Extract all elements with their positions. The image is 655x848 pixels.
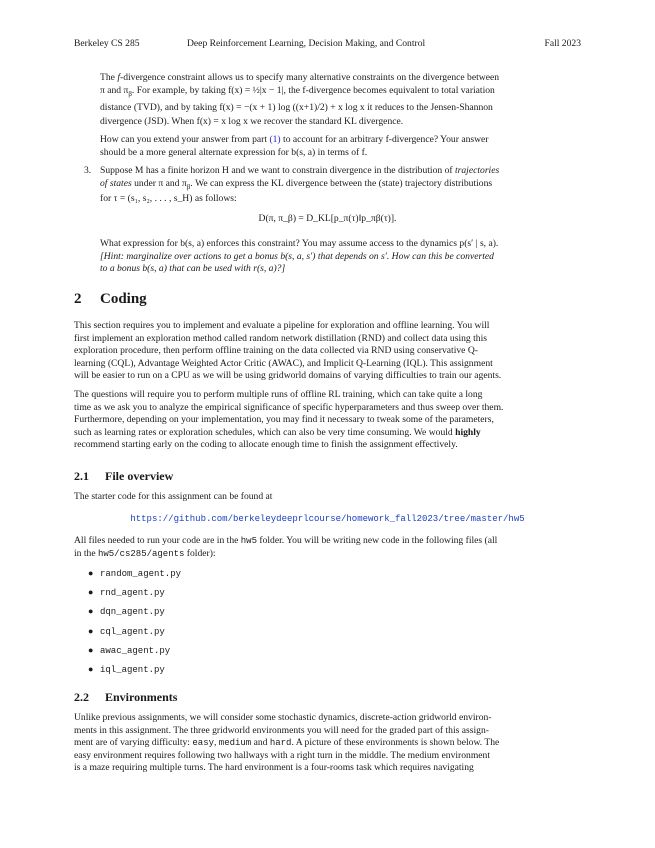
bullet-icon: ● [88, 587, 94, 597]
file-name: rnd_agent.py [100, 588, 165, 598]
hw5-folder-code: hw5 [240, 536, 257, 546]
starter-code-intro: The starter code for this assignment can be found at [74, 491, 273, 502]
bullet-icon: ● [88, 645, 94, 655]
env-line-3b: and [251, 737, 270, 749]
f-divergence-paragraph [100, 72, 582, 128]
section-2-1-number: 2.1 [74, 469, 89, 483]
env-line-5: is a maze requiring multiple turns. The hard environment is a four-rooms task which requires navigating [74, 762, 474, 774]
file-name: random_agent.py [100, 569, 182, 579]
section-2-2-title: Environments [105, 690, 178, 704]
environments-paragraph [74, 712, 581, 775]
file-name: dqn_agent.py [100, 607, 165, 617]
file-name: iql_agent.py [100, 665, 165, 675]
bullet-icon: ● [88, 606, 94, 616]
header-term: Fall 2023 [544, 38, 581, 49]
enum-label-3: 3. [84, 165, 92, 176]
s2p2-line-2: time as we ask you to analyze the empirical significance of specific hyperparameters and thus sweep over them. [74, 401, 504, 413]
fdiv-text-1b: -divergence constraint allows us to specify many alternative constraints on the divergence between [120, 72, 500, 83]
starter-code-url-wrap [74, 513, 581, 526]
starter-code-url-link[interactable]: https://github.com/berkeleydeeprlcourse/homework_fall2023/tree/master/hw5 [130, 514, 525, 524]
env-line-2: ments in this assignment. The three gridworld environments you will need for the graded part of this assign- [74, 724, 489, 736]
section-2-1-title: File overview [105, 469, 174, 483]
item3-hint-line-1: [Hint: marginalize over actions to get a bonus b(s, a, s′) that depends on s′. How can this be converted [100, 250, 494, 262]
s2p2-line-1: The questions will require you to perform multiple runs of offline RL training, which can take quite a long [74, 389, 483, 400]
item3-line-3: for τ = (s₁, s₂, . . . , s_H) as follows: [100, 193, 237, 205]
s2p2-line-4: such as learning rates or exploration schedules, which can also be very time consuming. We would [74, 426, 456, 438]
fdiv-f-symbol: f [117, 72, 120, 83]
file-name: cql_agent.py [100, 627, 165, 637]
part-1-reference-link[interactable]: (1) [269, 134, 281, 145]
section-2-2-heading [74, 691, 177, 704]
item3-beta-sub: β [186, 182, 191, 191]
s2p2-line-5: recommend starting early on the coding to allocate enough time to finish the assignment effectively. [74, 439, 458, 451]
section-2-2-number: 2.2 [74, 690, 89, 704]
item3-trajectories: trajectories [454, 165, 500, 176]
file-list-item [88, 625, 165, 639]
files-text-b: folder. You will be writing new code in the following files (all [256, 535, 498, 546]
env-line-3a: ment are of varying difficulty: [74, 737, 193, 749]
fdiv-beta-sub: β [128, 89, 132, 98]
section-2-paragraph-2 [74, 389, 581, 452]
item3-text-2c: . We can express the KL divergence between the (state) trajectory distributions [190, 177, 493, 189]
item3-question-line: What expression for b(s, a) enforces this constraint? You may assume access to the dynamics p(s′ | s, a). [100, 238, 499, 249]
fdiv-text-2b: . For example, by taking f(x) = ½|x − 1|, the f-divergence becomes equivalent to total variation [131, 84, 495, 96]
env-separator: , [214, 737, 219, 749]
header-title: Deep Reinforcement Learning, Decision Making, and Control [187, 38, 426, 49]
files-text-a: All files needed to run your code are in the [74, 535, 241, 546]
section-2-heading [74, 293, 147, 306]
bullet-icon: ● [88, 568, 94, 578]
item-3-question [100, 238, 582, 276]
section-2-paragraph-1 [74, 320, 581, 383]
files-paragraph [74, 535, 581, 560]
env-hard-code: hard [269, 738, 292, 749]
section-2-title: Coding [100, 291, 147, 307]
file-list-item [88, 586, 165, 600]
env-easy-code: easy [192, 738, 214, 749]
item3-text-2b: under π and π [131, 177, 187, 189]
header-course: Berkeley CS 285 [74, 38, 140, 49]
running-header [74, 38, 581, 52]
env-line-1: Unlike previous assignments, we will consider some stochastic dynamics, discrete-action gridworld environ- [74, 712, 492, 723]
section-2-number: 2 [74, 291, 82, 307]
s2p1-line-2: first implement an exploration method called random network distillation (RND) and collect data using this [74, 332, 487, 344]
bullet-icon: ● [88, 664, 94, 674]
item-3-paragraph [100, 165, 582, 206]
fdiv-line-4: divergence (JSD). When f(x) = x log x we recover the standard KL divergence. [100, 115, 404, 127]
extend-line-2: should be a more general alternate expression for b(s, a) in terms of f. [100, 146, 368, 158]
kl-trajectory-equation: D(π, π_β) = D_KL[p_π(τ)‖p_πβ(τ)]. [258, 213, 397, 224]
item3-text-1a: Suppose M has a finite horizon H and we want to constrain divergence in the distribution of [100, 165, 455, 176]
section-2-1-heading [74, 470, 173, 483]
fdiv-text-2: π and π [100, 84, 129, 96]
s2p1-line-5: will be easier to run on a CPU as we will be using gridworld domains of varying difficulties to train our agents. [74, 370, 502, 382]
file-list-item [88, 644, 170, 658]
env-line-4: easy environment requires following two hallways with a right turn in the middle. The medium environment [74, 749, 490, 761]
extend-text-1a: How can you extend your answer from part [100, 134, 270, 145]
file-list-item [88, 567, 181, 581]
bullet-icon: ● [88, 626, 94, 636]
agents-folder-code: hw5/cs285/agents [97, 548, 185, 559]
files-text-c: in the [74, 547, 98, 559]
item3-hint-line-2: to a bonus b(s, a) that can be used with r(s, a)?] [100, 263, 286, 275]
s2p1-line-4: learning (CQL), Advantage Weighted Actor Critic (AWAC), and Implicit Q-Learning (IQL). This assignment [74, 357, 493, 369]
s2p2-line-3: Furthermore, depending on your implementation, you may find it necessary to tweak some of the parameters, [74, 414, 494, 426]
file-name: awac_agent.py [100, 646, 171, 656]
s2p2-highly-bold: highly [455, 426, 481, 438]
env-line-3c: . A picture of these environments is shown below. The [291, 737, 500, 749]
item3-of-states: of states [100, 177, 132, 189]
fdiv-text-1a: The [100, 72, 118, 83]
file-list-item [88, 663, 165, 677]
extend-paragraph [100, 134, 582, 159]
env-medium-code: medium [218, 738, 252, 749]
s2p1-line-3: exploration procedure, then perform offline training on the data collected via RND using conservative Q- [74, 345, 478, 357]
file-list-item [88, 605, 165, 619]
extend-text-1b: to account for an arbitrary f-divergence? Your answer [280, 134, 489, 145]
fdiv-line-3: distance (TVD), and by taking f(x) = −(x + 1) log ((x+1)/2) + x log x it reduces to the Jensen-Shannon [100, 102, 493, 114]
files-text-d: folder): [184, 547, 216, 559]
s2p1-line-1: This section requires you to implement and evaluate a pipeline for exploration and offline learning. You will [74, 320, 490, 331]
